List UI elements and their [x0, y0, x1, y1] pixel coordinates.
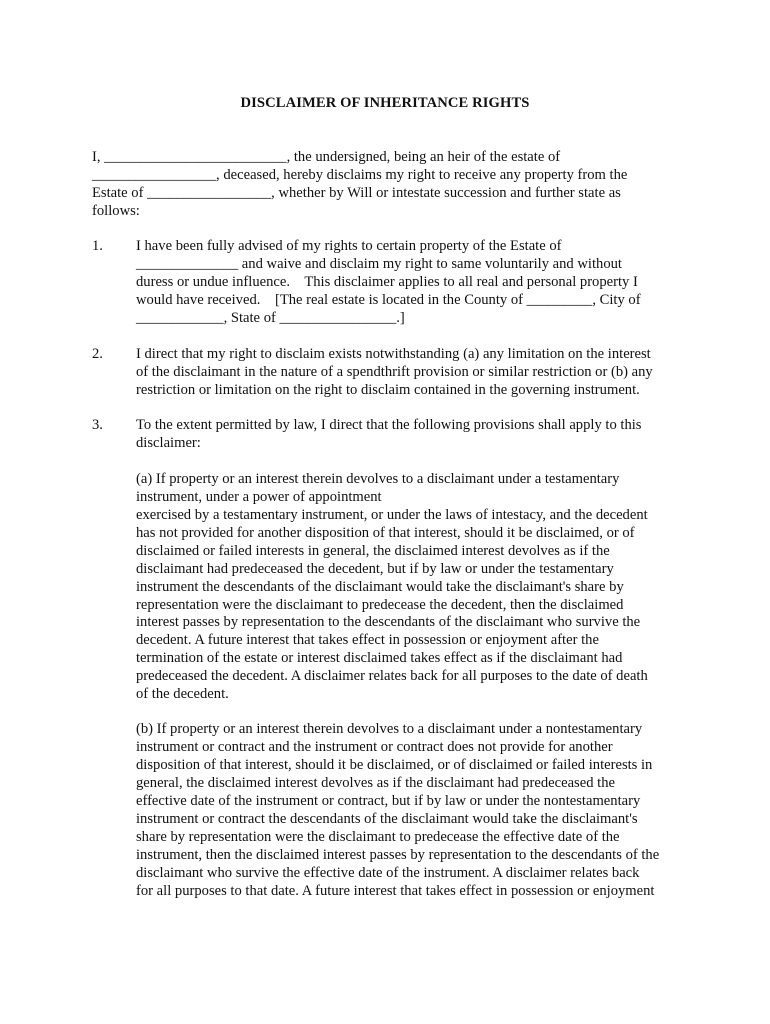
para-a-line: instrument, under a power of appointment [136, 489, 382, 505]
intro-line: Estate of _________________, whether by Will or intestate succession and further state as [92, 185, 621, 201]
para-b-line: disclaimant who survive the effective date of the instrument. A disclaimer relates back [136, 865, 640, 881]
para-b-line: instrument, then the disclaimed interest passes by representation to the descendants of the [136, 847, 660, 863]
item-line: disclaimer: [136, 435, 201, 451]
para-b-line: instrument or contract and the instrument or contract does not provide for another [136, 739, 613, 755]
para-b-line: general, the disclaimed interest devolves as if the disclaimant had predeceased the [136, 775, 615, 791]
item-number: 3. [92, 417, 103, 433]
item-line: duress or undue influence. This disclaimer applies to all real and personal property I [136, 274, 638, 290]
para-b-line: for all purposes to that date. A future interest that takes effect in possession or enjoyment [136, 883, 655, 899]
para-a-line: predeceased the decedent. A disclaimer relates back for all purposes to the date of death [136, 668, 648, 684]
item-number: 2. [92, 346, 103, 362]
para-a-line: termination of the estate or interest disclaimed takes effect as if the disclaimant had [136, 650, 623, 666]
para-b-line: share by representation were the disclaimant to predecease the effective date of the [136, 829, 620, 845]
para-b-line: (b) If property or an interest therein devolves to a disclaimant under a nontestamentary [136, 721, 643, 737]
para-a-line: has not provided for another disposition of that interest, should it be disclaimed, or of [136, 525, 635, 541]
para-a-line: decedent. A future interest that takes effect in possession or enjoyment after the [136, 632, 599, 648]
item-line: ____________, State of ________________.] [136, 310, 405, 326]
para-a-line: (a) If property or an interest therein devolves to a disclaimant under a testamentary [136, 471, 620, 487]
item-line: restriction or limitation on the right to disclaim contained in the governing instrument. [136, 382, 640, 398]
item-line: of the disclaimant in the nature of a spendthrift provision or similar restriction or (b) any [136, 364, 653, 380]
para-a-line: disclaimed or failed interests in general, the disclaimed interest devolves as if the [136, 543, 610, 559]
para-a-line: disclaimant had predeceased the decedent, but if by law or under the testamentary [136, 561, 614, 577]
para-b-line: effective date of the instrument or contract, but if by law or under the nontestamentary [136, 793, 641, 809]
intro-line: I, _________________________, the undersigned, being an heir of the estate of [92, 149, 561, 165]
item-line: To the extent permitted by law, I direct that the following provisions shall apply to this [136, 417, 642, 433]
item-line: I have been fully advised of my rights to certain property of the Estate of [136, 238, 562, 254]
para-b-line: disposition of that interest, should it be disclaimed, or of disclaimed or failed interests in [136, 757, 653, 773]
item-line: I direct that my right to disclaim exists notwithstanding (a) any limitation on the interest [136, 346, 651, 362]
para-a-line: representation were the disclaimant to predecease the decedent, then the disclaimed [136, 597, 624, 613]
para-b-line: instrument or contract the descendants of the disclaimant would take the disclaimant's [136, 811, 638, 827]
document-title: DISCLAIMER OF INHERITANCE RIGHTS [240, 95, 530, 111]
intro-line: _________________, deceased, hereby disclaims my right to receive any property from the [92, 167, 628, 183]
item-number: 1. [92, 238, 103, 254]
item-line: ______________ and waive and disclaim my right to same voluntarily and without [136, 256, 622, 272]
intro-line: follows: [92, 203, 140, 219]
item-line: would have received. [The real estate is located in the County of _________, City of [136, 292, 641, 308]
para-a-line: exercised by a testamentary instrument, or under the laws of intestacy, and the decedent [136, 507, 648, 523]
para-a-line: interest passes by representation to the descendants of the disclaimant who survive the [136, 614, 641, 630]
para-a-line: of the decedent. [136, 686, 229, 702]
para-a-line: instrument the descendants of the disclaimant would take the disclaimant's share by [136, 579, 624, 595]
